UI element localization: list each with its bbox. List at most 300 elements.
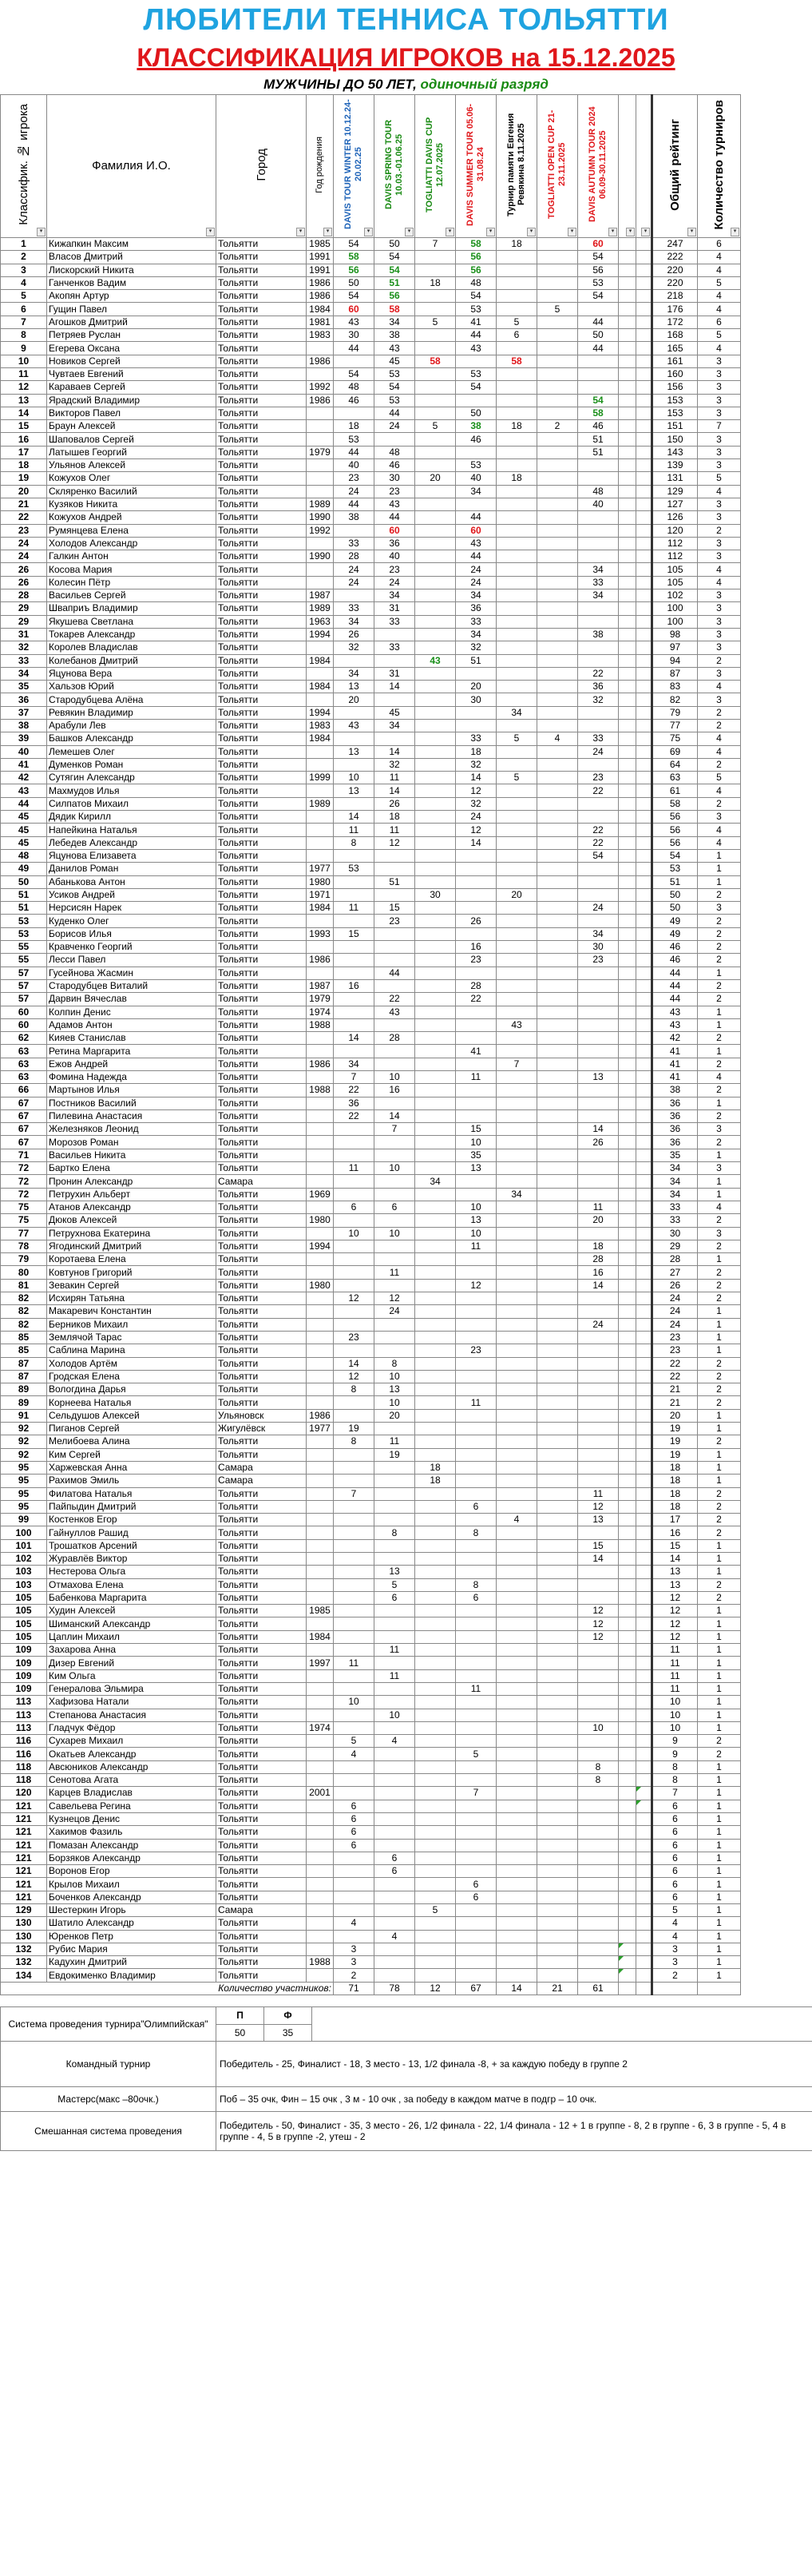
cell-rank[interactable]: 79 — [1, 1253, 47, 1266]
cell-t1[interactable] — [334, 941, 374, 954]
cell-t4[interactable]: 53 — [456, 459, 497, 472]
cell-city[interactable]: Тольятти — [216, 1162, 307, 1175]
cell-t6[interactable] — [537, 1800, 578, 1812]
cell-year[interactable] — [307, 1162, 334, 1175]
cell-city[interactable]: Тольятти — [216, 602, 307, 615]
cell-t4[interactable] — [456, 1253, 497, 1266]
cell-count[interactable]: 1 — [698, 849, 741, 862]
cell-t6[interactable] — [537, 1266, 578, 1279]
cell-total[interactable]: 9 — [652, 1735, 698, 1748]
cell-name[interactable]: Ким Сергей — [47, 1448, 216, 1461]
cell-city[interactable]: Тольятти — [216, 641, 307, 654]
cell-t6[interactable] — [537, 1552, 578, 1565]
cell-name[interactable]: Куденко Олег — [47, 915, 216, 927]
cell-count[interactable]: 3 — [698, 367, 741, 380]
cell-city[interactable]: Тольятти — [216, 381, 307, 394]
cell-count[interactable]: 1 — [698, 1696, 741, 1709]
cell-name[interactable]: Воронов Егор — [47, 1865, 216, 1878]
cell-rank[interactable]: 60 — [1, 1006, 47, 1018]
cell-blank[interactable] — [619, 1787, 636, 1800]
cell-blank[interactable] — [636, 407, 652, 419]
cell-blank[interactable] — [636, 602, 652, 615]
cell-t1[interactable] — [334, 1644, 374, 1657]
cell-t6[interactable] — [537, 1709, 578, 1721]
cell-t4[interactable] — [456, 1930, 497, 1943]
cell-blank[interactable] — [619, 563, 636, 576]
cell-year[interactable]: 1991 — [307, 264, 334, 276]
cell-blank[interactable] — [619, 1630, 636, 1643]
cell-t6[interactable] — [537, 1930, 578, 1943]
cell-year[interactable] — [307, 1748, 334, 1760]
cell-t2[interactable] — [374, 1514, 415, 1526]
cell-count[interactable]: 2 — [698, 1032, 741, 1045]
cell-t3[interactable] — [415, 1839, 456, 1852]
cell-year[interactable] — [307, 1109, 334, 1122]
cell-blank[interactable] — [636, 1344, 652, 1357]
cell-t6[interactable] — [537, 784, 578, 797]
cell-t4[interactable] — [456, 1943, 497, 1955]
cell-t1[interactable] — [334, 1409, 374, 1422]
cell-t5[interactable] — [497, 1878, 537, 1891]
cell-t3[interactable] — [415, 615, 456, 628]
cell-t4[interactable] — [456, 1839, 497, 1852]
cell-year[interactable] — [307, 1435, 334, 1448]
cell-total[interactable]: 56 — [652, 811, 698, 824]
cell-blank[interactable] — [636, 1383, 652, 1396]
cell-t5[interactable] — [497, 1045, 537, 1058]
cell-t7[interactable] — [578, 811, 619, 824]
cell-t4[interactable] — [456, 1644, 497, 1657]
cell-t4[interactable]: 54 — [456, 381, 497, 394]
cell-name[interactable]: Яцунова Елизавета — [47, 849, 216, 862]
cell-t4[interactable] — [456, 1826, 497, 1839]
cell-name[interactable]: Викторов Павел — [47, 407, 216, 419]
cell-t6[interactable] — [537, 433, 578, 446]
header-t4[interactable]: DAVIS SUMMER TOUR 05.06-31.08.24 ▾ — [456, 95, 497, 238]
cell-rank[interactable]: 39 — [1, 732, 47, 745]
cell-t3[interactable] — [415, 1370, 456, 1383]
cell-total[interactable]: 143 — [652, 446, 698, 458]
cell-t6[interactable] — [537, 1461, 578, 1474]
cell-name[interactable]: Филатова Наталья — [47, 1487, 216, 1500]
cell-city[interactable]: Тольятти — [216, 1709, 307, 1721]
cell-t6[interactable] — [537, 550, 578, 563]
cell-t4[interactable] — [456, 1696, 497, 1709]
cell-t6[interactable] — [537, 511, 578, 524]
cell-t1[interactable]: 50 — [334, 276, 374, 289]
cell-blank[interactable] — [619, 1396, 636, 1409]
cell-rank[interactable]: 120 — [1, 1787, 47, 1800]
cell-name[interactable]: Землячой Тарас — [47, 1331, 216, 1344]
cell-t1[interactable]: 8 — [334, 836, 374, 849]
cell-blank[interactable] — [619, 849, 636, 862]
cell-blank[interactable] — [636, 836, 652, 849]
cell-t3[interactable] — [415, 1943, 456, 1955]
cell-t3[interactable] — [415, 1917, 456, 1930]
cell-city[interactable]: Тольятти — [216, 784, 307, 797]
cell-t4[interactable]: 44 — [456, 511, 497, 524]
cell-total[interactable]: 50 — [652, 902, 698, 915]
cell-city[interactable]: Тольятти — [216, 797, 307, 810]
cell-t4[interactable] — [456, 1852, 497, 1864]
cell-total[interactable]: 129 — [652, 485, 698, 498]
cell-t3[interactable]: 34 — [415, 1175, 456, 1188]
cell-blank[interactable] — [619, 927, 636, 940]
cell-t5[interactable] — [497, 1396, 537, 1409]
cell-t4[interactable]: 38 — [456, 420, 497, 433]
cell-blank[interactable] — [636, 902, 652, 915]
cell-t7[interactable] — [578, 875, 619, 888]
cell-t6[interactable] — [537, 875, 578, 888]
cell-t4[interactable] — [456, 1423, 497, 1435]
cell-t5[interactable] — [497, 1526, 537, 1539]
cell-blank[interactable] — [636, 1669, 652, 1682]
cell-t6[interactable] — [537, 1071, 578, 1084]
cell-t1[interactable]: 16 — [334, 979, 374, 992]
cell-year[interactable]: 1974 — [307, 1721, 334, 1734]
header-year[interactable]: Год рождения ▾ — [307, 95, 334, 238]
cell-t4[interactable]: 28 — [456, 979, 497, 992]
cell-t5[interactable] — [497, 1006, 537, 1018]
cell-total[interactable]: 11 — [652, 1682, 698, 1695]
cell-t5[interactable] — [497, 367, 537, 380]
cell-count[interactable]: 2 — [698, 1279, 741, 1292]
cell-t4[interactable]: 41 — [456, 1045, 497, 1058]
cell-blank[interactable] — [619, 276, 636, 289]
header-t3[interactable]: TOGLIATTI DAVIS CUP 12.07.2025 ▾ — [415, 95, 456, 238]
cell-blank[interactable] — [619, 681, 636, 693]
cell-t3[interactable] — [415, 1435, 456, 1448]
cell-t6[interactable] — [537, 589, 578, 602]
cell-t2[interactable]: 40 — [374, 550, 415, 563]
cell-t2[interactable] — [374, 1500, 415, 1513]
cell-t7[interactable]: 54 — [578, 849, 619, 862]
cell-blank[interactable] — [619, 1305, 636, 1318]
cell-t3[interactable] — [415, 1214, 456, 1227]
cell-blank[interactable] — [636, 355, 652, 367]
cell-blank[interactable] — [636, 367, 652, 380]
cell-blank[interactable] — [636, 1266, 652, 1279]
cell-blank[interactable] — [619, 824, 636, 836]
cell-year[interactable]: 1977 — [307, 863, 334, 875]
cell-name[interactable]: Васильев Сергей — [47, 589, 216, 602]
cell-year[interactable] — [307, 1175, 334, 1188]
cell-t7[interactable]: 28 — [578, 1253, 619, 1266]
cell-t6[interactable] — [537, 615, 578, 628]
cell-total[interactable]: 10 — [652, 1721, 698, 1734]
cell-t1[interactable] — [334, 954, 374, 966]
cell-blank[interactable] — [619, 1605, 636, 1617]
cell-name[interactable]: Петрухин Альберт — [47, 1188, 216, 1201]
cell-year[interactable] — [307, 1448, 334, 1461]
cell-t5[interactable] — [497, 1305, 537, 1318]
cell-rank[interactable]: 87 — [1, 1370, 47, 1383]
cell-count[interactable]: 1 — [698, 1709, 741, 1721]
cell-blank[interactable] — [619, 1240, 636, 1252]
cell-t1[interactable]: 44 — [334, 446, 374, 458]
cell-total[interactable]: 23 — [652, 1344, 698, 1357]
filter-icon[interactable]: ▾ — [206, 228, 215, 236]
cell-t5[interactable] — [497, 407, 537, 419]
cell-rank[interactable]: 18 — [1, 459, 47, 472]
cell-rank[interactable]: 121 — [1, 1891, 47, 1903]
cell-blank[interactable] — [636, 1760, 652, 1773]
cell-rank[interactable]: 35 — [1, 681, 47, 693]
cell-year[interactable] — [307, 1709, 334, 1721]
cell-rank[interactable]: 95 — [1, 1461, 47, 1474]
cell-year[interactable]: 1969 — [307, 1188, 334, 1201]
cell-t3[interactable]: 5 — [415, 316, 456, 328]
cell-year[interactable]: 1981 — [307, 316, 334, 328]
cell-name[interactable]: Абанькова Антон — [47, 875, 216, 888]
cell-t2[interactable] — [374, 1760, 415, 1773]
cell-t3[interactable] — [415, 1266, 456, 1279]
cell-t7[interactable] — [578, 1917, 619, 1930]
cell-t1[interactable]: 3 — [334, 1943, 374, 1955]
cell-rank[interactable]: 92 — [1, 1423, 47, 1435]
cell-name[interactable]: Лискорский Никита — [47, 264, 216, 276]
cell-total[interactable]: 153 — [652, 407, 698, 419]
cell-blank[interactable] — [619, 1514, 636, 1526]
cell-city[interactable]: Тольятти — [216, 758, 307, 771]
cell-t7[interactable] — [578, 1826, 619, 1839]
cell-t1[interactable] — [334, 1240, 374, 1252]
cell-name[interactable]: Дизер Евгений — [47, 1657, 216, 1669]
cell-t7[interactable] — [578, 524, 619, 537]
cell-blank[interactable] — [619, 875, 636, 888]
cell-t3[interactable] — [415, 758, 456, 771]
cell-year[interactable]: 1994 — [307, 1240, 334, 1252]
cell-t4[interactable] — [456, 1487, 497, 1500]
cell-city[interactable]: Тольятти — [216, 459, 307, 472]
cell-total[interactable]: 61 — [652, 784, 698, 797]
cell-t4[interactable]: 12 — [456, 784, 497, 797]
cell-t6[interactable] — [537, 863, 578, 875]
cell-rank[interactable]: 6 — [1, 303, 47, 316]
cell-t5[interactable] — [497, 1721, 537, 1734]
cell-t7[interactable]: 12 — [578, 1617, 619, 1630]
cell-count[interactable]: 3 — [698, 589, 741, 602]
cell-t7[interactable] — [578, 1696, 619, 1709]
cell-t4[interactable]: 8 — [456, 1578, 497, 1591]
cell-t3[interactable] — [415, 1682, 456, 1695]
cell-t3[interactable] — [415, 849, 456, 862]
cell-t1[interactable] — [334, 589, 374, 602]
cell-t3[interactable] — [415, 706, 456, 719]
cell-rank[interactable]: 10 — [1, 355, 47, 367]
cell-rank[interactable]: 130 — [1, 1930, 47, 1943]
cell-t1[interactable] — [334, 1591, 374, 1604]
cell-t6[interactable] — [537, 1487, 578, 1500]
cell-year[interactable] — [307, 849, 334, 862]
cell-city[interactable]: Тольятти — [216, 1227, 307, 1240]
cell-t4[interactable] — [456, 1865, 497, 1878]
cell-city[interactable]: Тольятти — [216, 1748, 307, 1760]
cell-blank[interactable] — [636, 264, 652, 276]
cell-t2[interactable] — [374, 1279, 415, 1292]
cell-t7[interactable] — [578, 1475, 619, 1487]
cell-name[interactable]: Браун Алексей — [47, 420, 216, 433]
cell-t6[interactable] — [537, 1878, 578, 1891]
cell-t6[interactable] — [537, 1591, 578, 1604]
cell-city[interactable]: Тольятти — [216, 537, 307, 550]
cell-blank[interactable] — [619, 706, 636, 719]
cell-t3[interactable]: 7 — [415, 238, 456, 251]
cell-t4[interactable]: 35 — [456, 1149, 497, 1161]
cell-t5[interactable] — [497, 849, 537, 862]
cell-t4[interactable]: 32 — [456, 797, 497, 810]
cell-rank[interactable]: 51 — [1, 902, 47, 915]
cell-count[interactable]: 4 — [698, 732, 741, 745]
cell-t7[interactable] — [578, 1162, 619, 1175]
cell-t7[interactable]: 10 — [578, 1721, 619, 1734]
cell-t2[interactable] — [374, 1475, 415, 1487]
cell-t5[interactable] — [497, 1331, 537, 1344]
cell-total[interactable]: 36 — [652, 1097, 698, 1109]
cell-t1[interactable]: 28 — [334, 550, 374, 563]
cell-blank[interactable] — [619, 1487, 636, 1500]
cell-t2[interactable] — [374, 954, 415, 966]
cell-rank[interactable]: 48 — [1, 849, 47, 862]
cell-t6[interactable] — [537, 1566, 578, 1578]
cell-city[interactable]: Тольятти — [216, 563, 307, 576]
cell-t3[interactable] — [415, 589, 456, 602]
cell-t1[interactable]: 18 — [334, 420, 374, 433]
cell-t1[interactable]: 34 — [334, 615, 374, 628]
cell-blank[interactable] — [636, 485, 652, 498]
cell-total[interactable]: 220 — [652, 276, 698, 289]
cell-t2[interactable] — [374, 1318, 415, 1331]
cell-blank[interactable] — [619, 342, 636, 355]
cell-rank[interactable]: 28 — [1, 589, 47, 602]
filter-icon[interactable]: ▾ — [486, 228, 495, 236]
cell-name[interactable]: Саблина Марина — [47, 1344, 216, 1357]
cell-t2[interactable]: 43 — [374, 342, 415, 355]
cell-year[interactable] — [307, 1344, 334, 1357]
cell-t2[interactable]: 44 — [374, 407, 415, 419]
cell-t4[interactable] — [456, 1552, 497, 1565]
cell-blank[interactable] — [619, 1279, 636, 1292]
cell-t2[interactable]: 43 — [374, 1006, 415, 1018]
cell-t6[interactable] — [537, 251, 578, 264]
cell-t1[interactable] — [334, 1774, 374, 1787]
cell-total[interactable]: 150 — [652, 433, 698, 446]
cell-count[interactable]: 1 — [698, 1721, 741, 1734]
cell-t3[interactable] — [415, 1878, 456, 1891]
cell-t3[interactable] — [415, 745, 456, 758]
cell-t7[interactable] — [578, 1084, 619, 1097]
cell-t7[interactable] — [578, 706, 619, 719]
cell-total[interactable]: 11 — [652, 1657, 698, 1669]
cell-year[interactable] — [307, 1253, 334, 1266]
cell-t5[interactable] — [497, 681, 537, 693]
cell-t6[interactable] — [537, 1188, 578, 1201]
filter-icon[interactable]: ▾ — [731, 228, 739, 236]
cell-t4[interactable] — [456, 1657, 497, 1669]
cell-t5[interactable] — [497, 1605, 537, 1617]
cell-t6[interactable] — [537, 1423, 578, 1435]
cell-blank[interactable] — [619, 1149, 636, 1161]
cell-t6[interactable] — [537, 1696, 578, 1709]
cell-count[interactable]: 1 — [698, 1344, 741, 1357]
cell-blank[interactable] — [636, 1812, 652, 1825]
cell-name[interactable]: Костенков Егор — [47, 1514, 216, 1526]
cell-t6[interactable] — [537, 1644, 578, 1657]
cell-t5[interactable] — [497, 1214, 537, 1227]
cell-t2[interactable] — [374, 1917, 415, 1930]
cell-t2[interactable]: 34 — [374, 589, 415, 602]
cell-t5[interactable] — [497, 1253, 537, 1266]
cell-blank[interactable] — [636, 1331, 652, 1344]
cell-blank[interactable] — [619, 1175, 636, 1188]
cell-count[interactable]: 2 — [698, 1292, 741, 1305]
cell-t7[interactable]: 26 — [578, 1136, 619, 1149]
cell-year[interactable] — [307, 1696, 334, 1709]
cell-t6[interactable] — [537, 498, 578, 510]
cell-count[interactable]: 2 — [698, 1240, 741, 1252]
cell-blank[interactable] — [636, 1475, 652, 1487]
cell-rank[interactable]: 23 — [1, 524, 47, 537]
cell-year[interactable] — [307, 1917, 334, 1930]
cell-city[interactable]: Тольятти — [216, 1826, 307, 1839]
cell-blank[interactable] — [636, 1930, 652, 1943]
cell-t4[interactable]: 34 — [456, 628, 497, 641]
cell-t6[interactable] — [537, 681, 578, 693]
cell-rank[interactable]: 1 — [1, 238, 47, 251]
cell-t2[interactable]: 14 — [374, 681, 415, 693]
cell-name[interactable]: Помазан Александр — [47, 1839, 216, 1852]
cell-total[interactable]: 18 — [652, 1461, 698, 1474]
cell-t4[interactable]: 10 — [456, 1136, 497, 1149]
cell-name[interactable]: Гродская Елена — [47, 1370, 216, 1383]
cell-count[interactable]: 3 — [698, 459, 741, 472]
cell-t7[interactable] — [578, 758, 619, 771]
cell-city[interactable]: Тольятти — [216, 498, 307, 510]
cell-blank[interactable] — [636, 745, 652, 758]
cell-rank[interactable]: 121 — [1, 1865, 47, 1878]
cell-t1[interactable]: 13 — [334, 681, 374, 693]
cell-t5[interactable]: 5 — [497, 316, 537, 328]
cell-t5[interactable] — [497, 1617, 537, 1630]
cell-name[interactable]: Скляренко Василий — [47, 485, 216, 498]
cell-t6[interactable] — [537, 1721, 578, 1734]
cell-t3[interactable] — [415, 1930, 456, 1943]
cell-t3[interactable] — [415, 602, 456, 615]
cell-city[interactable]: Тольятти — [216, 979, 307, 992]
cell-blank[interactable] — [636, 1682, 652, 1695]
cell-total[interactable]: 6 — [652, 1865, 698, 1878]
cell-name[interactable]: Журавлёв Виктор — [47, 1552, 216, 1565]
cell-t6[interactable] — [537, 979, 578, 992]
cell-count[interactable]: 1 — [698, 1409, 741, 1422]
cell-total[interactable]: 46 — [652, 954, 698, 966]
cell-t1[interactable] — [334, 355, 374, 367]
cell-city[interactable]: Тольятти — [216, 1812, 307, 1825]
cell-count[interactable]: 1 — [698, 1175, 741, 1188]
cell-year[interactable] — [307, 1396, 334, 1409]
cell-t7[interactable] — [578, 966, 619, 979]
cell-blank[interactable] — [636, 1188, 652, 1201]
cell-count[interactable]: 1 — [698, 1423, 741, 1435]
cell-t7[interactable]: 8 — [578, 1774, 619, 1787]
cell-t6[interactable] — [537, 485, 578, 498]
cell-t5[interactable] — [497, 719, 537, 732]
cell-year[interactable] — [307, 472, 334, 485]
cell-rank[interactable]: 11 — [1, 367, 47, 380]
cell-count[interactable]: 4 — [698, 824, 741, 836]
cell-blank[interactable] — [619, 1423, 636, 1435]
cell-t4[interactable]: 23 — [456, 1344, 497, 1357]
